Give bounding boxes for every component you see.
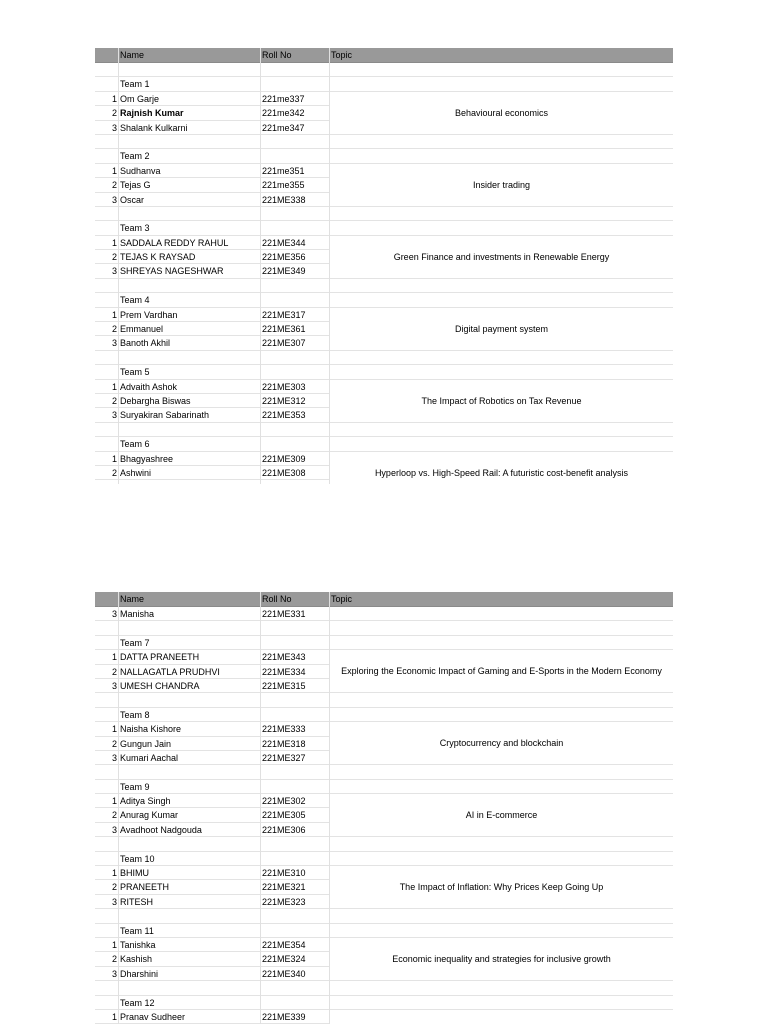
team-label-row [95,77,673,91]
member-roll-no: 221me347 [262,122,305,133]
member-number: 1 [111,724,117,735]
member-roll-no: 221ME308 [262,467,306,478]
member-roll-no: 221ME349 [262,266,306,277]
topic-cell: Cryptocurrency and blockchain [330,722,673,765]
member-name: Manisha [120,609,155,619]
member-name: Pranav Sudheer [120,1011,186,1022]
member-number: 3 [111,680,117,691]
member-number: 3 [111,266,117,277]
member-roll-no: 221ME361 [262,324,306,335]
member-name: Dharshini [120,968,159,979]
member-name: Aditya Singh [120,796,171,807]
sheet-page-2 [95,592,673,1024]
column-divider [260,48,261,484]
member-name: DATTA PRANEETH [120,652,200,663]
team-label-row [95,365,673,379]
spacer-row [95,423,673,437]
member-name: PRANEETH [120,882,170,893]
column-divider [118,48,119,484]
member-name: Kumari Aachal [120,752,179,763]
topic-cell: Insider trading [330,164,673,207]
member-roll-no: 221ME323 [262,896,306,907]
spacer-row [95,693,673,707]
member-number: 1 [111,237,117,248]
member-name: Tejas G [120,180,151,191]
member-number: 2 [111,954,117,965]
member-name: Shalank Kulkarni [120,122,188,133]
member-number: 2 [111,108,117,119]
member-number: 2 [111,395,117,406]
team-label: Team 3 [120,223,150,234]
member-name: Avadhoot Nadgouda [120,824,202,835]
member-roll-no: 221ME339 [262,1011,306,1022]
column-divider [329,48,330,484]
member-number: 3 [111,122,117,133]
member-name: TEJAS K RAYSAD [120,252,196,263]
member-roll-no: 221me355 [262,180,305,191]
topic-cell: Exploring the Economic Impact of Gaming and E-Sports in the Modern Economy [330,650,673,693]
member-roll-no: 221ME334 [262,666,306,677]
member-number: 1 [111,165,117,176]
member-name: Gungun Jain [120,738,172,749]
member-number: 3 [111,968,117,979]
member-number: 3 [111,609,117,619]
header-topic: Topic [331,50,353,60]
member-number: 2 [111,180,117,191]
team-label-row [95,221,673,235]
team-table-1 [95,48,673,484]
team-label: Team 9 [120,781,150,792]
member-name: Bhagyashree [120,453,174,464]
member-number: 3 [111,824,117,835]
member-roll-no: 221ME333 [262,724,306,735]
member-roll-no: 221ME307 [262,338,306,349]
member-roll-no: 221ME315 [262,680,306,691]
member-roll-no: 221me351 [262,165,305,176]
header-name: Name [120,594,145,604]
member-number: 2 [111,810,117,821]
member-name: NALLAGATLA PRUDHVI [120,666,220,677]
member-roll-no: 221me342 [262,108,305,119]
member-name: Banoth Akhil [120,338,171,349]
topic-cell [330,1010,673,1024]
spacer-row [95,207,673,221]
team-label-row [95,149,673,163]
member-name: Om Garje [120,93,160,104]
member-number: 1 [111,381,117,392]
member-number: 2 [111,882,117,893]
team-label: Team 7 [120,637,150,648]
table-header [95,592,673,607]
topic-cell: AI in E-commerce [330,794,673,837]
member-name: Oscar [120,194,145,205]
member-number: 2 [111,467,117,478]
member-roll-no: 221ME309 [262,453,306,464]
spacer-row [95,621,673,635]
member-number: 1 [111,652,117,663]
member-roll-no: 221ME344 [262,237,306,248]
team-label-row [95,852,673,866]
member-number: 1 [111,93,117,104]
team-label-row [95,996,673,1010]
member-name: UMESH CHANDRA [120,680,200,691]
team-label: Team 10 [120,853,155,864]
team-label-row [95,293,673,307]
topic-cell: Behavioural economics [330,92,673,135]
topic-cell: The Impact of Robotics on Tax Revenue [330,380,673,423]
member-name: Debargha Biswas [120,395,191,406]
header-name: Name [120,50,145,60]
spacer-row [95,279,673,293]
member-name: Ashwini [120,467,152,478]
member-roll-no: 221ME353 [262,410,306,421]
topic-cell: The Impact of Inflation: Why Prices Keep Going Up [330,866,673,909]
team-table-2 [95,592,673,1024]
member-name: BHIMU [120,868,149,879]
member-roll-no: 221ME338 [262,194,306,205]
member-number: 3 [111,338,117,349]
header-roll-no: Roll No [262,50,292,60]
member-roll-no: 221ME312 [262,395,306,406]
member-roll-no: 221ME321 [262,882,306,893]
team-label: Team 1 [120,79,150,90]
spacer-row [95,351,673,365]
column-divider [118,592,119,1024]
member-name: Emmanuel [120,324,164,335]
member-number: 3 [111,194,117,205]
member-name: Advaith Ashok [120,381,178,392]
member-number: 3 [111,410,117,421]
member-name: Sudhanva [120,165,161,176]
team-label-row [95,924,673,938]
member-name: Prem Vardhan [120,309,178,320]
member-number: 2 [111,252,117,263]
member-name: Naisha Kishore [120,724,182,735]
member-roll-no: 221ME310 [262,868,306,879]
member-roll-no: 221ME354 [262,939,306,950]
member-roll-no: 221ME318 [262,738,306,749]
team-label-row [95,780,673,794]
member-name: Anurag Kumar [120,810,179,821]
spacer-row [95,837,673,851]
member-roll-no: 221ME340 [262,968,306,979]
member-roll-no: 221ME343 [262,652,306,663]
team-label: Team 2 [120,151,150,162]
column-divider [329,592,330,1024]
member-name: SHREYAS NAGESHWAR [120,266,224,277]
member-name: Kashish [120,954,153,965]
member-number: 3 [111,896,117,907]
topic-cell: Economic inequality and strategies for inclusive growth [330,938,673,981]
member-roll-no: 221ME306 [262,824,306,835]
member-number: 3 [111,752,117,763]
member-roll-no: 221ME324 [262,954,306,965]
team-label: Team 5 [120,367,150,378]
member-roll-no: 221ME303 [262,381,306,392]
member-roll-no: 221ME356 [262,252,306,263]
topic-cell: Hyperloop vs. High-Speed Rail: A futuristic cost-benefit analysis [330,452,673,484]
member-number: 2 [111,738,117,749]
spacer-row [95,63,673,77]
team-label-row [95,708,673,722]
team-label: Team 6 [120,439,150,450]
column-divider [260,592,261,1024]
spacer-row [95,981,673,995]
member-number: 2 [111,666,117,677]
team-label-row [95,636,673,650]
table-row [95,607,673,621]
member-number: 1 [111,453,117,464]
table-header [95,48,673,63]
team-label: Team 8 [120,709,150,720]
header-topic: Topic [331,594,353,604]
team-label-row [95,437,673,451]
sheet-page-1 [95,48,673,484]
member-name: RITESH [120,896,154,907]
member-number: 1 [111,939,117,950]
team-label: Team 12 [120,997,155,1008]
topic-cell: Digital payment system [330,308,673,351]
member-number: 1 [111,1011,117,1022]
member-name: Rajnish Kumar [120,108,184,119]
member-name: Suryakiran Sabarinath [120,410,210,421]
member-roll-no: 221ME331 [262,609,306,619]
member-name: SADDALA REDDY RAHUL [120,237,229,248]
team-label: Team 4 [120,295,150,306]
spacer-row [95,765,673,779]
member-roll-no: 221me337 [262,93,305,104]
member-roll-no: 221ME327 [262,752,306,763]
member-roll-no: 221ME317 [262,309,306,320]
member-number: 1 [111,309,117,320]
topic-cell: Green Finance and investments in Renewable Energy [330,236,673,279]
member-number: 1 [111,868,117,879]
header-roll-no: Roll No [262,594,292,604]
member-name: Tanishka [120,939,156,950]
member-number: 2 [111,324,117,335]
team-label: Team 11 [120,925,154,936]
member-number: 1 [111,796,117,807]
spacer-row [95,135,673,149]
spacer-row [95,909,673,923]
member-roll-no: 221ME305 [262,810,306,821]
member-roll-no: 221ME302 [262,796,306,807]
